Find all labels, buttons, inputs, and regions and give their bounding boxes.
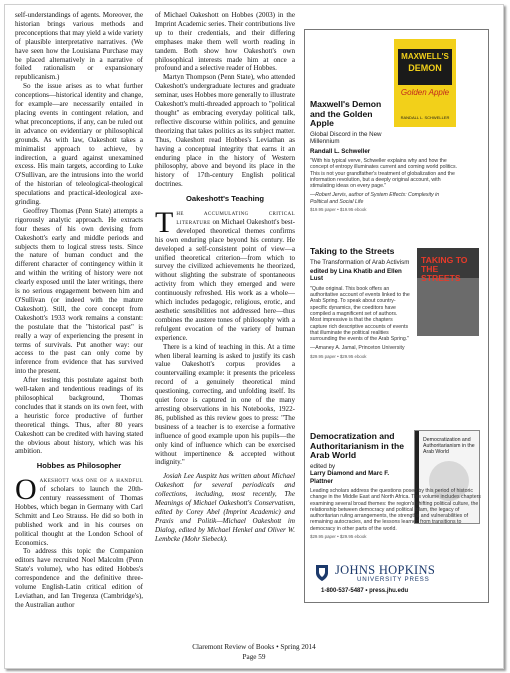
- paragraph: [155, 206, 295, 343]
- cover-text: Democratization and Authoritarianism in the Arab World: [423, 437, 475, 455]
- page-footer-publication: Claremont Review of Books • Spring 2014: [192, 643, 316, 651]
- book-price: $29.95 paper • $29.95 ebook: [310, 534, 367, 540]
- book-subtitle: The Transformation of Arab Activism: [310, 258, 410, 266]
- paragraph: To address this topic the Companion editors have recruited Noel Malcolm (Penn State's volume), who has edited Hobbes's correspondence and the definitive three-volume English-Latin critical edition of Leviathan, and Ian Tregenza (Cambridge's), the Australian author: [15, 547, 143, 609]
- publisher-name: JOHNS HOPKINS: [335, 563, 436, 577]
- book-subtitle: Global Discord in the New Millennium: [310, 130, 382, 146]
- magazine-page: [4, 4, 504, 669]
- book-title[interactable]: Taking to the Streets: [310, 246, 395, 256]
- section-heading: Hobbes as Philosopher: [36, 461, 122, 471]
- paragraph-text: on Michael Oakeshott's best-developed theoretical themes confirms his own enduring place beyond his century. He developed a self-consistent point of view—a unified theoretical criterion—from which to survey the civilized achievements he theorized, without slighting the substrate of spontaneous activity from which they emerged and were continuously refreshed. His work as a whole—which includes pedagogic, religious, erotic, and aesthetic sensibilities not addressed here—thus combines the austere tones of philosophy with a refulgent evocation of the variety of human experience.: [155, 217, 295, 342]
- book-quote-attribution: —Amaney A. Jamal, Princeton University: [310, 345, 405, 352]
- paragraph: Geoffrey Thomas (Penn State) attempts a rigorously analytic approach. He extracts four theses of his own devising from Oakeshott's early and middle periods and subjects them to logical stress tests. Since the nature of human conduct and the different character of contingency within it and within the writing of history were not clearly exposed until the later writings, there is no serious engagement between him and O'Sullivan (or indeed with the mature Oakeshott). Still, the core concept from Oakeshott's 1933 work remains a constant: the postulate that the "historical past" is really a way of experiencing the present in terms of survivals. Put another way: our access to the past can only come by inference from evidence that has survived into the present.: [15, 206, 143, 376]
- paragraph: So the issue arises as to what further conceptions—historical identity and change, for example—are necessarily entailed in placing events in contingent relation, and what preconceptions, if any, can be ruled out in advance on evidentiary or philosophical grounds. As with law, Oakeshott takes a minimalist approach to achieve, by indirection, a guard against unexamined excess. His main targets, according to Luke O'Sullivan, are the intrusions into the world of the historian of teleological-theological speculations and practical-ideological axe-grinding.: [15, 82, 143, 207]
- book-subtitle: edited by: [310, 462, 336, 470]
- small-caps-lead: akeshott was one of a handful: [39, 476, 143, 485]
- book-quote-attribution: —Robert Jervis, author of System Effects: Complexity in Political and Social Life: [310, 192, 440, 205]
- paragraph: self-understandings of agents. Moreover, the historian brings various methods and preconceptions that may yield a wide variety of plausible interpretative narratives. (We have seen how the Louisiana Purchase may be placed alternatively in a narrative of foiled rationalism or expansionary republicanism.): [15, 11, 143, 82]
- book-description: "With his typical verve, Schweller explains why and how the concept of entropy illuminates current and coming world politics. This is not your grandfather's treatment of globalization and the information revolution, but a deeply original account, with stimulating ideas on every page.": [310, 158, 458, 190]
- publisher-logo[interactable]: [315, 564, 481, 588]
- cover-text: RANDALL L. SCHWELLER: [400, 115, 450, 120]
- cover-text: DEMON: [408, 63, 442, 73]
- book-description: "Quite original. This book offers an authoritative account of events linked to the Arab Spring. To speak about country-specific dynamics, the coeditors have compiled a magnificent set of authors. Most impressive is that the chapters capture rich descriptive accounts of events that illuminate the political realities surrounding the events of the Arab Spring.": [310, 285, 410, 343]
- shield-icon: [315, 564, 329, 582]
- paragraph: There is a kind of teaching in this. At a time when liberal learning is asked to justify its cash value Oakeshott's corpus provides a countervailing example: it presents the priceless record of a genuinely theoretical mind questioning, correcting, and unfolding itself. Its quiet force is captured in one of the many arresting observations in his Notebooks, 1922-86, published as this review goes to press: "The business of a teacher is to exercise a formative influence of good example upon his pupils—the only kind of influence which can be exercised without impertinence & accepted without indignity.": [155, 342, 295, 467]
- book-listing-2: [310, 247, 483, 359]
- book-title[interactable]: Maxwell's Demon and the Golden Apple: [310, 99, 382, 129]
- article-column-2: [155, 11, 295, 544]
- book-title[interactable]: Democratization and Authoritarianism in the Arab World: [310, 431, 405, 461]
- small-caps-lead: he accumulating critical literature: [176, 209, 295, 226]
- cover-text: MAXWELL'S: [401, 52, 449, 61]
- paragraph: of Michael Oakeshott on Hobbes (2003) in the Imprint Academic series. Their contributions live up to their credentials, and their differing emphases make them well worth reading in tandem. Both show how Oakeshott's own philosophical interests made him at once a profound and a selective reader of Hobbes.: [155, 11, 295, 73]
- paragraph-text: of scholars to launch the 20th-century reassessment of Thomas Hobbes, which began in Germany with Carl Schmitt and Leo Strauss. He did so both in published work and in his courses on political thought at the London School of Economics.: [15, 485, 143, 547]
- article-column-1: [15, 11, 143, 610]
- paragraph: [15, 473, 143, 547]
- book-listing-3: [310, 432, 483, 540]
- book-author: Randall L. Schweller: [310, 147, 371, 155]
- paragraph: Martyn Thompson (Penn State), who attended Oakeshott's undergraduate lectures and graduate seminar, uses Hobbes more generally to illustrate Oakeshott's multi-threaded approach to "political thought" as embracing everyday political talk, reflective discourse within politics, and genuine theorizing that takes politics as its subject matter. Thus, Oakeshott read Hobbes's Leviathan as having a conceptual integrity that earns it an enduring place in the history of Western philosophy, above and beyond its place in the history of 17th-century English political doctrines.: [155, 73, 295, 189]
- paragraph: After testing this postulate against both well-taken and tendentious readings of its philosophical background, Thomas concludes that it stands on its own feet, with a heuristic force productive of further theoretical things. Thus, after 80 years Oakeshott can be credited with having stated the obvious about history, which was his ambition.: [15, 376, 143, 456]
- page-number: Page 59: [242, 653, 266, 661]
- book-author: edited by Lina Khatib and Ellen Lust: [310, 268, 402, 283]
- publisher-contact[interactable]: 1-800-537-5487 • press.jhu.edu: [321, 588, 409, 594]
- book-price: $29.95 paper • $29.95 ebook: [310, 353, 367, 359]
- book-author: Larry Diamond and Marc F. Plattner: [310, 470, 390, 485]
- drop-cap: T: [155, 206, 174, 240]
- publisher-subname: UNIVERSITY PRESS: [357, 576, 430, 583]
- drop-cap: O: [15, 473, 37, 507]
- section-heading: Oakeshott's Teaching: [185, 194, 265, 204]
- cover-text: Golden Apple: [400, 88, 450, 97]
- book-listing-1: [310, 100, 483, 213]
- book-price: $19.95 paper • $19.95 ebook: [310, 207, 367, 213]
- publisher-advertisement: [304, 29, 489, 603]
- book-description: Leading scholars address the questions posed by this period of historic change in the Middle East and North Africa. This volume includes chapters examining several broad themes: the region's shifting political culture, the relationship between democracy and political Islam, the legacy of authoritarian ruling arrangements, the strengths and vulnerabilities of remaining autocracies, and the lessons learned from transitions to democracy in other parts of the world.: [310, 488, 481, 532]
- cover-text: TAKING TO THE STREETS: [421, 255, 468, 283]
- author-bio: Josiah Lee Auspitz has written about Michael Oakeshott for several periodicals and collections, including, most recently, The Meanings of Michael Oakeshott's Conservatism, edited by Corey Abel (Imprint Academic) and Praxis und Politik—Michael Oakeshott im Dialog, edited by Michael Henkel and Oliver W. Lembcke (Mohr Siebeck).: [155, 472, 295, 543]
